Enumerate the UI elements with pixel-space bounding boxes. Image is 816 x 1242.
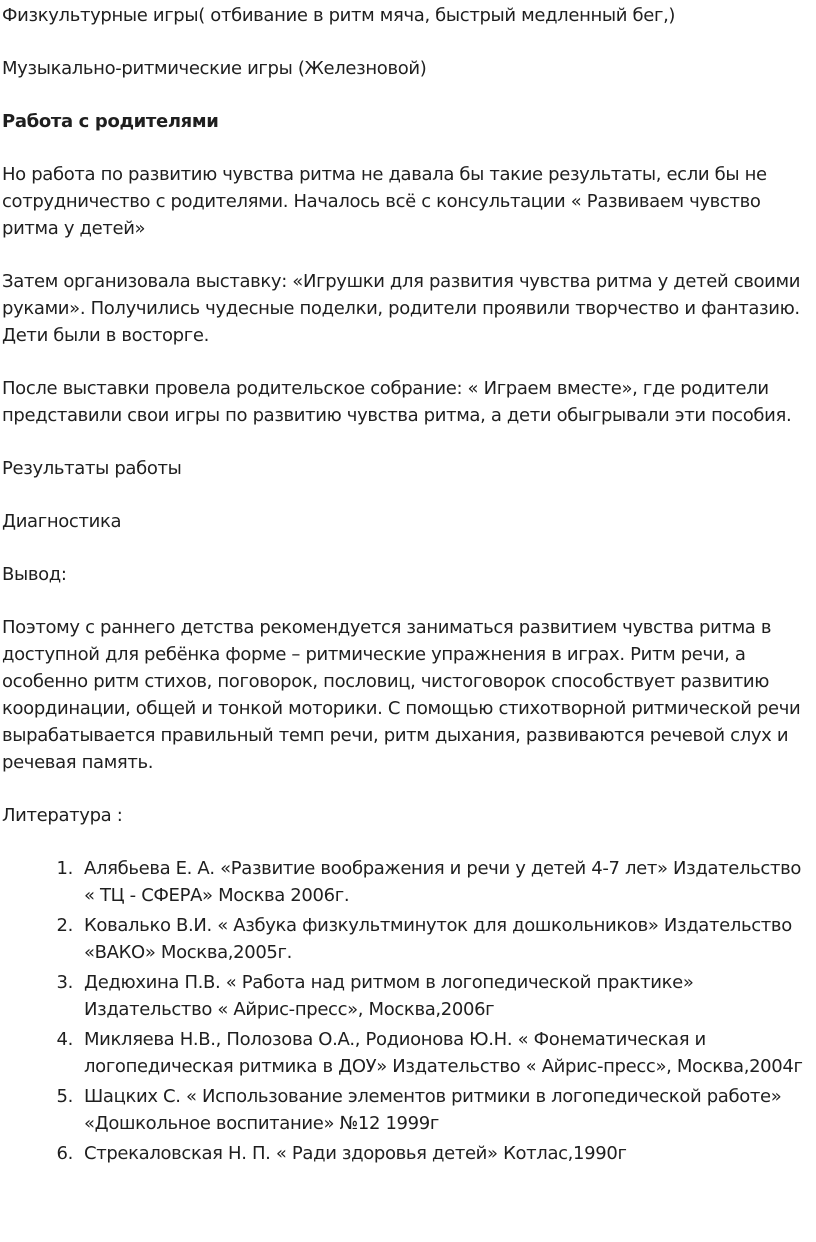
- literature-text: Ковалько В.И. « Азбука физкультминуток для дошкольников» Издательство «ВАКО» Москва,2005г.: [84, 915, 792, 963]
- literature-text: Дедюхина П.В. « Работа над ритмом в логопедической практике» Издательство « Айрис-пресс», Москва,2006г: [84, 972, 694, 1020]
- paragraph-cooperation: Но работа по развитию чувства ритма не давала бы такие результаты, если бы не сотрудничество с родителями. Началось всё с консультации « Развиваем чувство ритма у детей»: [2, 164, 767, 239]
- paragraph-diagnostics: Диагностика: [2, 511, 122, 532]
- literature-list: [2, 855, 810, 1167]
- literature-text: Шацких С. « Использование элементов ритмики в логопедической работе» «Дошкольное воспитание» №12 1999г: [84, 1086, 782, 1134]
- literature-text: Алябьева Е. А. «Развитие воображения и речи у детей 4-7 лет» Издательство « ТЦ - СФЕРА» Москва 2006г.: [84, 858, 802, 906]
- paragraph-conclusion-label: Вывод:: [2, 564, 67, 585]
- literature-item: [2, 855, 810, 909]
- literature-number: 5.: [56, 1086, 73, 1107]
- literature-number: 1.: [56, 858, 73, 879]
- literature-number: 3.: [56, 972, 73, 993]
- paragraph-parent-meeting: После выставки провела родительское собрание: « Играем вместе», где родители представили свои игры по развитию чувства ритма, а дети обыгрывали эти пособия.: [2, 378, 792, 426]
- literature-text: Микляева Н.В., Полозова О.А., Родионова Ю.Н. « Фонематическая и логопедическая ритмика в ДОУ» Издательство « Айрис-пресс», Москва,2004г: [84, 1029, 803, 1077]
- literature-item: [2, 1026, 810, 1080]
- literature-item: [2, 969, 810, 1023]
- paragraph-exhibition: Затем организовала выставку: «Игрушки для развития чувства ритма у детей своими руками». Получились чудесные поделки, родители проявили творчество и фантазию. Дети были в восторге.: [2, 271, 801, 346]
- paragraph-conclusion: Поэтому с раннего детства рекомендуется заниматься развитием чувства ритма в доступной для ребёнка форме – ритмические упражнения в играх. Ритм речи, а особенно ритм стихов, поговорок, пословиц, чистоговорок способствует развитию координации, общей и тонкой моторики. С помощью стихотворной ритмической речи вырабатывается правильный темп речи, ритм дыхания, развиваются речевой слух и речевая память.: [2, 617, 801, 773]
- literature-number: 4.: [56, 1029, 73, 1050]
- literature-item: [2, 912, 810, 966]
- paragraph-literature-label: Литература :: [2, 805, 123, 826]
- literature-text: Стрекаловская Н. П. « Ради здоровья детей» Котлас,1990г: [84, 1143, 627, 1164]
- literature-item: [2, 1083, 810, 1137]
- literature-number: 2.: [56, 915, 73, 936]
- paragraph-results: Результаты работы: [2, 458, 182, 479]
- literature-number: 6.: [56, 1143, 73, 1164]
- paragraph-music-games: Музыкально-ритмические игры (Железновой): [2, 58, 427, 79]
- paragraph-physical-games: Физкультурные игры( отбивание в ритм мяча, быстрый медленный бег,): [2, 5, 676, 26]
- literature-item: [2, 1140, 810, 1167]
- section-heading-parents: Работа с родителями: [2, 111, 219, 132]
